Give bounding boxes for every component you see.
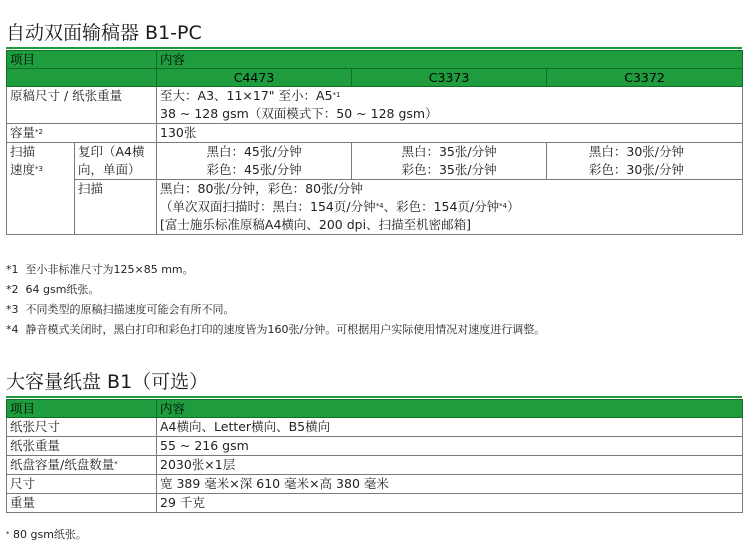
- adf-spec-table: [6, 50, 743, 235]
- row-value: 55 ~ 216 gsm: [157, 437, 743, 456]
- model-c4473: C4473: [157, 69, 352, 87]
- row-sublabel-copy: 复印（A4横 向，单面）: [75, 143, 157, 180]
- footnote: *4 静音模式关闭时，黑白打印和彩色打印的速度皆为160张/分钟。可根据用户实际使用情况对速度进行调整。: [6, 323, 546, 336]
- hcf-spec-table: [6, 399, 743, 513]
- row-label: 纸张尺寸: [7, 418, 157, 437]
- row-label: 重量: [7, 494, 157, 513]
- row-value: 2030张×1层: [157, 456, 743, 475]
- table-header-row: [7, 400, 743, 418]
- table-row: [7, 418, 743, 437]
- section-title-adf: 自动双面输稿器 B1-PC: [6, 22, 202, 44]
- row-label: 纸张重量: [7, 437, 157, 456]
- row-value-scan: 黑白：80张/分钟，彩色：80张/分钟 （单次双面扫描时：黑白：154页/分钟$^{*4}$、彩色：154页/分钟$^{*4}$） [富士施乐标准原稿A4横向、200 dpi、扫描至机密邮箱]: [157, 180, 743, 235]
- footnote: *3 不同类型的原稿扫描速度可能会有所不同。: [6, 303, 235, 316]
- footnote: *2 64 gsm纸张。: [6, 283, 100, 296]
- row-label-scan-speed: 扫描 速度$^{*3}$: [7, 143, 75, 235]
- section-divider: [6, 47, 742, 49]
- table-header-row: [7, 51, 743, 69]
- table-row: [7, 437, 743, 456]
- header-content: 内容: [157, 51, 743, 69]
- table-row: [7, 143, 743, 180]
- row-value: 宽 389 毫米×深 610 毫米×高 380 毫米: [157, 475, 743, 494]
- copy-speed-c3373: 黑白：35张/分钟 彩色：35张/分钟: [352, 143, 547, 180]
- model-c3372: C3372: [547, 69, 743, 87]
- row-label: 纸盘容量/纸盘数量*: [7, 456, 157, 475]
- copy-speed-c3372: 黑白：30张/分钟 彩色：30张/分钟: [547, 143, 743, 180]
- section-divider: [6, 396, 742, 398]
- header-content: 内容: [157, 400, 743, 418]
- table-row: [7, 475, 743, 494]
- header-item: 项目: [7, 51, 157, 69]
- row-label-size: 原稿尺寸 / 纸张重量: [7, 87, 157, 124]
- section-title-hcf: 大容量纸盘 B1（可选）: [6, 371, 209, 393]
- row-sublabel-scan: 扫描: [75, 180, 157, 235]
- table-row: [7, 87, 743, 124]
- row-label: 尺寸: [7, 475, 157, 494]
- row-value-size: 至大：A3、11×17" 至小：A5$^{*1}$ 38 ~ 128 gsm（双面模式下：50 ~ 128 gsm）: [157, 87, 743, 124]
- table-row: [7, 124, 743, 143]
- copy-speed-c4473: 黑白：45张/分钟 彩色：45张/分钟: [157, 143, 352, 180]
- table-row: [7, 456, 743, 475]
- row-value-capacity: 130张: [157, 124, 743, 143]
- footnote-hcf: * 80 gsm纸张。: [6, 528, 87, 541]
- table-row: [7, 180, 743, 235]
- row-value: A4横向、Letter横向、B5横向: [157, 418, 743, 437]
- row-value: 29 千克: [157, 494, 743, 513]
- header-item: 项目: [7, 400, 157, 418]
- footnotes-adf: [6, 260, 545, 340]
- model-header-row: [7, 69, 743, 87]
- table-row: [7, 494, 743, 513]
- footnote: *1 至小非标准尺寸为125×85 mm。: [6, 263, 194, 276]
- model-c3373: C3373: [352, 69, 547, 87]
- row-label-capacity: 容量$^{*2}$: [7, 124, 157, 143]
